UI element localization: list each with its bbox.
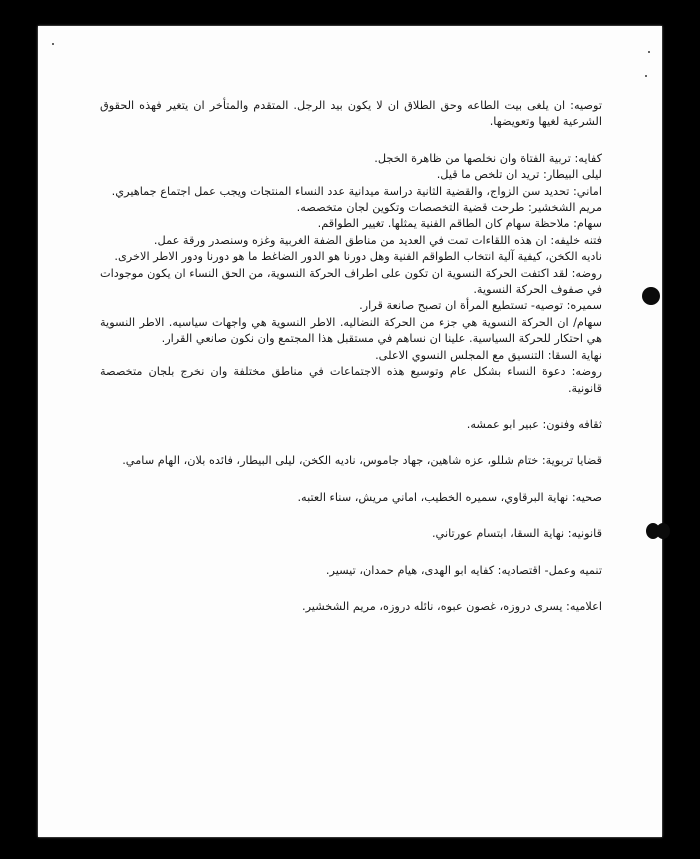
punch-hole [642,287,660,305]
document-paragraph: قضايا تربوية: ختام شللو، عزه شاهين، جهاد جاموس، ناديه الكخن، ليلى البيطار، فائده بلان، الهام سامي. [122,454,602,468]
paragraph-spacer [100,579,602,599]
document-paragraph: قانونيه: نهاية السقا، ابتسام عورتاني. [431,527,602,541]
speck-mark [648,51,650,53]
document-paragraph: اماني: تحديد سن الزواج، والقضية الثانية دراسة ميدانية عدد النساء المنتجات ويجب عمل اجتماع جماهيري. [111,184,602,198]
speck-mark [52,43,54,45]
paragraph-spacer [100,506,602,526]
paragraph-spacer [100,543,602,563]
document-paragraph: اعلاميه: يسرى دروزه، غصون عبوه، نائله دروزه، مريم الشخشير. [301,599,602,613]
paper-sheet [38,26,662,837]
document-paragraph: ليلى البيطار: تريد ان تلخص ما قيل. [436,168,602,182]
document-paragraph: روضه: لقد اكتفت الحركة النسوية ان تكون على اطراف الحركة النسوية، من الحق النساء ان يكون موجودات في صفوف الحركة النسوية. [100,266,602,297]
speck-mark [645,75,647,77]
document-paragraph: سهام: ملاحظة سهام كان الطاقم الفنية يمثلها. تغيير الطواقم. [317,217,602,231]
document-paragraph: فتنه خليفه: ان هذه اللقاءات تمت في العديد من مناطق الضفة الغربية وغزه وسنصدر ورقة عمل. [153,233,602,247]
document-paragraph: سميره: توصيه- تستطيع المرأة ان تصبح صانعة قرار. [359,299,602,313]
paragraph-spacer [100,397,602,417]
document-paragraph: سهام/ ان الحركة النسوية هي جزء من الحركة النضاليه. الاطر النسوية هي واجهات سياسيه. الاطر النسوية هي احتكار للحركة السياسية. علينا ان نساهم في مستقبل هذا المجتمع وان نكون صانعي القرار. [100,315,602,346]
paragraph-spacer [100,433,602,453]
document-body [100,98,602,615]
document-paragraph: ثقافه وفنون: عبير ابو عمشه. [466,417,602,431]
document-paragraph: صحيه: نهاية البرقاوي، سميره الخطيب، اماني مريش، سناء العتبه. [297,490,602,504]
paragraph-spacer [100,470,602,490]
document-paragraph: توصيه: ان يلغى بيت الطاعه وحق الطلاق ان لا يكون بيد الرجل. المتقدم والمتأخر ان يتغير فهذه الحقوق الشرعية لغيها وتعويضها. [100,99,602,129]
document-paragraph: مريم الشخشير: طرحت قضية التخصصات وتكوين لجان متخصصه. [296,201,602,215]
document-paragraph: روضه: دعوة النساء بشكل عام وتوسيع هذه الاجتماعات في مناطق مختلفة وان نخرج بلجان متخصصة قانونية. [100,365,602,395]
document-paragraph: ناديه الكخن، كيفية آلية انتخاب الطواقم الفنية وهل دورنا هو الدور الضاغط ما هو دورنا ودور الاطر الاخرى. [114,250,602,264]
paragraph-spacer [100,131,602,151]
punch-hole [656,523,670,539]
document-paragraph: كفايه: تربية الفتاة وان نخلصها من ظاهرة الخجل. [374,151,602,165]
document-paragraph: نهاية السقا: التنسيق مع المجلس النسوي الاعلى. [375,348,602,362]
document-paragraph: تنميه وعمل- اقتصاديه: كفايه ابو الهدى، هيام حمدان، تيسير. [325,563,602,577]
